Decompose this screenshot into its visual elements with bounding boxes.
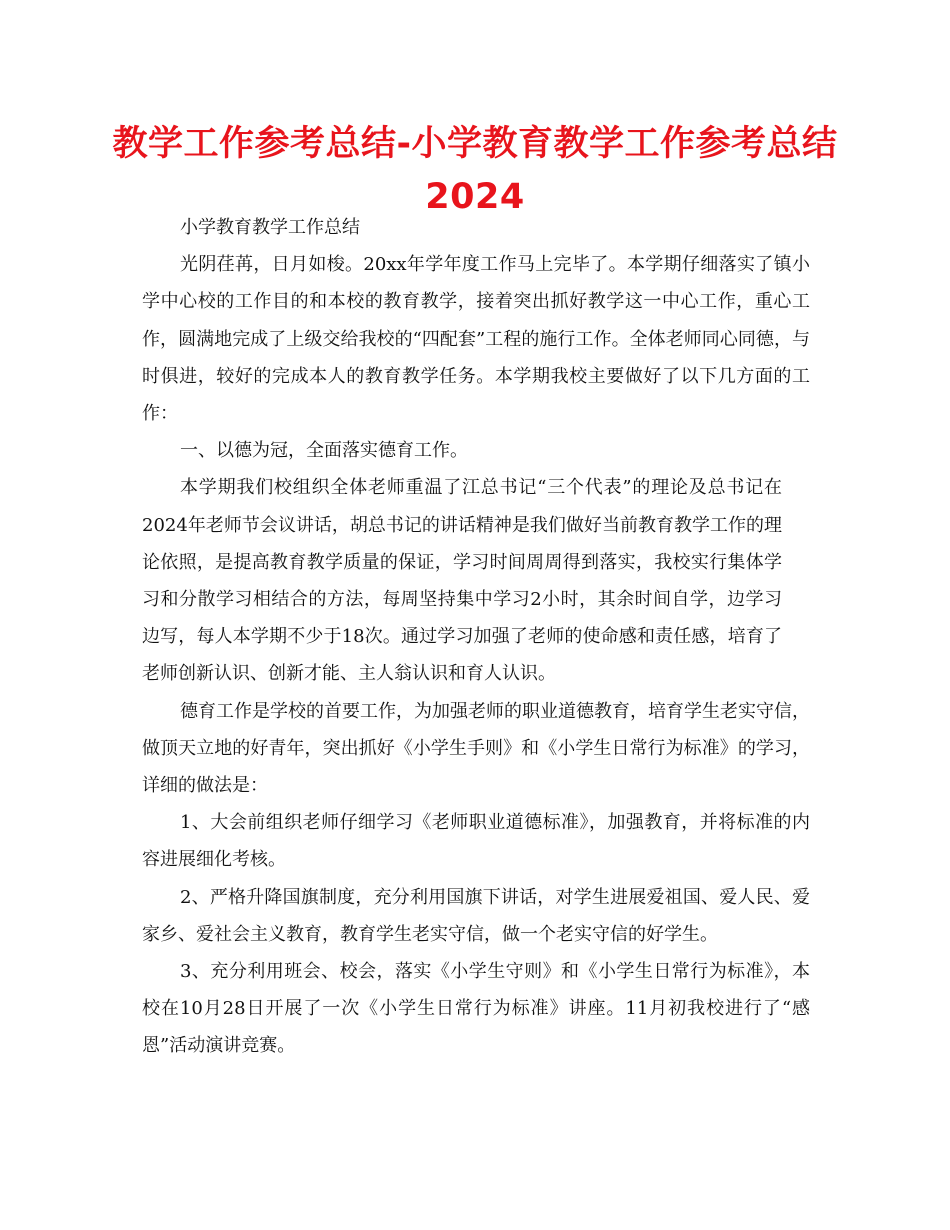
document-title: 教学工作参考总结-小学教育教学工作参考总结2024 (112, 124, 838, 217)
list-item: 2、严格升降国旗制度，充分利用国旗下讲话，对学生进展爱祖国、爱人民、爱家乡、爱社会主义教育，教育学生老实守信，做一个老实守信的好学生。 (142, 886, 810, 945)
body-paragraph: 德育工作是学校的首要工作，为加强老师的职业道德教育，培育学生老实守信，做顶天立地的好青年，突出抓好《小学生手则》和《小学生日常行为标准》的学习，详细的做法是： (142, 700, 810, 797)
section-heading: 一、以德为冠，全面落实德育工作。 (180, 440, 468, 462)
list-item: 3、充分利用班会、校会，落实《小学生守则》和《小学生日常行为标准》，本校在10月28日开展了一次《小学生日常行为标准》讲座。11月初我校进行了“感恩”活动演讲竞赛。 (142, 961, 810, 1057)
subtitle-paragraph: 小学教育教学工作总结 (180, 217, 360, 238)
list-item: 1、大会前组织老师仔细学习《老师职业道德标准》，加强教育，并将标准的内容进展细化考核。 (142, 812, 810, 871)
document-body (142, 209, 810, 1065)
intro-paragraph: 光阴荏苒，日月如梭。20xx年学年度工作马上完毕了。本学期仔细落实了镇小学中心校的工作目的和本校的教育教学，接着突出抓好教学这一中心工作，重心工作，圆满地完成了上级交给我校的“四配套”工程的施行工作。全体老师同心同德，与时俱进，较好的完成本人的教育教学任务。本学期我校主要做好了以下几方面的工作： (142, 254, 810, 425)
body-paragraph: 本学期我们校组织全体老师重温了江总书记“三个代表”的理论及总书记在2024年老师节会议讲话，胡总书记的讲话精神是我们做好当前教育教学工作的理论依照，是提高教育教学质量的保证，学习时间周周得到落实，我校实行集体学习和分散学习相结合的方法，每周坚持集中学习2小时，其余时间自学，边学习边写，每人本学期不少于18次。通过学习加强了老师的使命感和责任感，培育了老师创新认识、创新才能、主人翁认识和育人认识。 (142, 477, 782, 685)
